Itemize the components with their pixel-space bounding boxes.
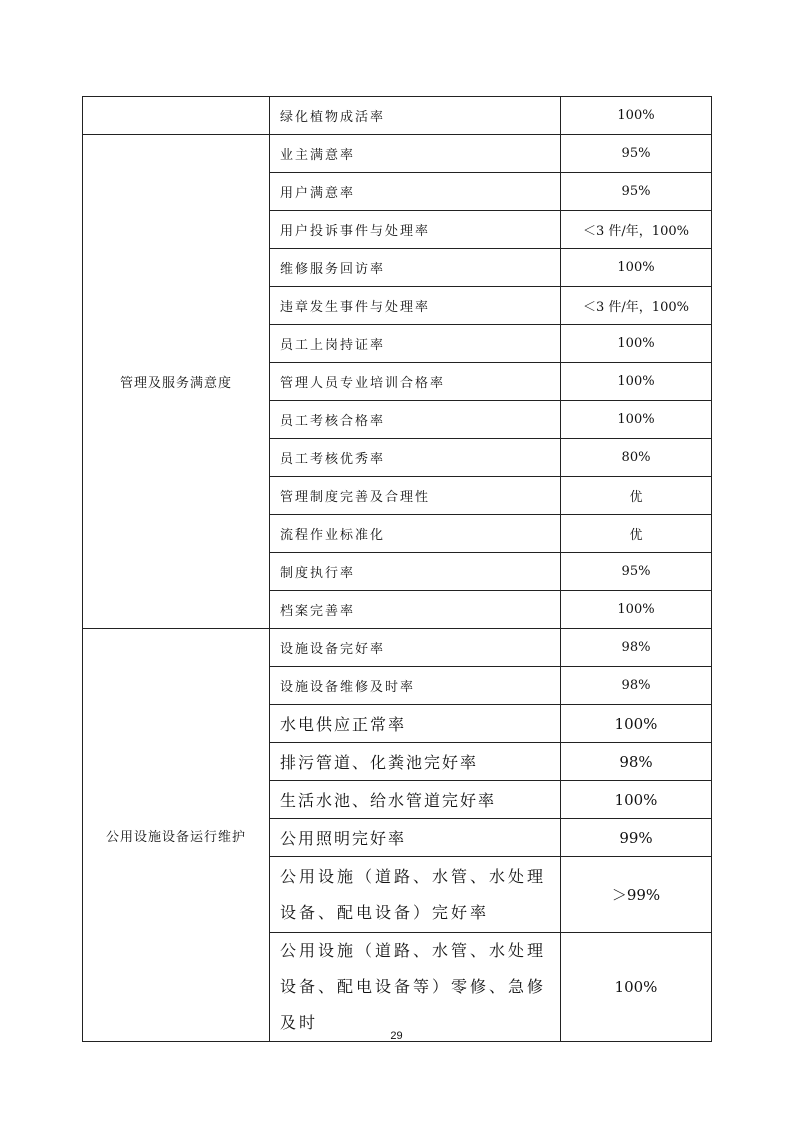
item-cell: 设施设备完好率 [270, 629, 561, 667]
item-cell: 公用照明完好率 [270, 819, 561, 857]
kpi-table [82, 96, 712, 1042]
category-cell-empty [83, 97, 270, 135]
value-cell: 100% [561, 591, 712, 629]
item-cell: 违章发生事件与处理率 [270, 287, 561, 325]
value-cell: 80% [561, 439, 712, 477]
value-cell: 100% [561, 363, 712, 401]
value-cell: 优 [561, 515, 712, 553]
value-cell: 99% [561, 819, 712, 857]
value-cell: ＜3 件/年，100% [561, 211, 712, 249]
value-cell: 100% [561, 705, 712, 743]
item-cell: 管理人员专业培训合格率 [270, 363, 561, 401]
value-cell: 95% [561, 173, 712, 211]
item-cell: 水电供应正常率 [270, 705, 561, 743]
value-cell: 100% [561, 97, 712, 135]
item-cell: 生活水池、给水管道完好率 [270, 781, 561, 819]
item-cell: 员工考核合格率 [270, 401, 561, 439]
item-cell: 业主满意率 [270, 135, 561, 173]
value-cell: 100% [561, 249, 712, 287]
item-cell: 排污管道、化粪池完好率 [270, 743, 561, 781]
page-number: 29 [390, 1030, 403, 1042]
item-cell: 设施设备维修及时率 [270, 667, 561, 705]
item-cell: 公用设施（道路、水管、水处理设备、配电设备）完好率 [270, 857, 561, 933]
item-cell: 管理制度完善及合理性 [270, 477, 561, 515]
category-cell-facilities: 公用设施设备运行维护 [83, 629, 270, 1042]
item-cell: 流程作业标准化 [270, 515, 561, 553]
item-cell: 公用设施（道路、水管、水处理设备、配电设备等）零修、急修及时 [270, 933, 561, 1042]
value-cell: 100% [561, 933, 712, 1042]
value-cell: 100% [561, 325, 712, 363]
value-cell: ＞99% [561, 857, 712, 933]
category-cell-management: 管理及服务满意度 [83, 135, 270, 629]
item-cell: 维修服务回访率 [270, 249, 561, 287]
item-cell: 用户满意率 [270, 173, 561, 211]
item-cell: 员工上岗持证率 [270, 325, 561, 363]
value-cell: 100% [561, 401, 712, 439]
table-row [83, 629, 712, 667]
value-cell: 95% [561, 135, 712, 173]
value-cell: 98% [561, 743, 712, 781]
value-cell: ＜3 件/年，100% [561, 287, 712, 325]
item-cell: 档案完善率 [270, 591, 561, 629]
value-cell: 100% [561, 781, 712, 819]
table-row [83, 97, 712, 135]
value-cell: 优 [561, 477, 712, 515]
item-cell: 用户投诉事件与处理率 [270, 211, 561, 249]
value-cell: 98% [561, 629, 712, 667]
item-cell: 绿化植物成活率 [270, 97, 561, 135]
table-row [83, 135, 712, 173]
value-cell: 95% [561, 553, 712, 591]
item-cell: 制度执行率 [270, 553, 561, 591]
value-cell: 98% [561, 667, 712, 705]
item-cell: 员工考核优秀率 [270, 439, 561, 477]
